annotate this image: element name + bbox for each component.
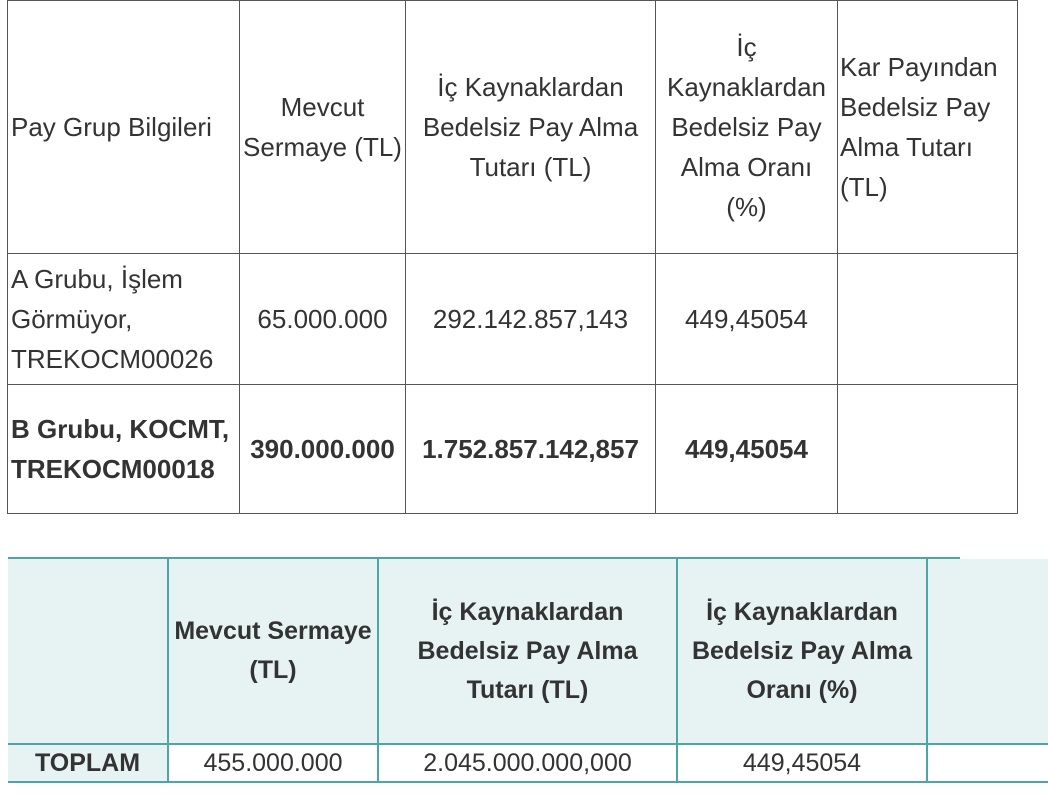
total-header-ic-kaynak-tutar: İç Kaynaklardan Bedelsiz Pay Alma Tutarı (TL) [378,559,677,744]
cell-capital: 65.000.000 [240,254,406,385]
cell-group: A Grubu, İşlem Görmüyor, TREKOCM00026 [8,254,240,385]
total-internal-rate: 449,45054 [677,744,927,782]
cell-internal-rate: 449,45054 [656,385,838,514]
cell-internal-amount: 292.142.857,143 [406,254,656,385]
header-mevcut-sermaye: Mevcut Sermaye (TL) [240,1,406,254]
total-row [8,744,1048,782]
cell-capital: 390.000.000 [240,385,406,514]
total-table [8,559,1048,783]
header-ic-kaynak-tutar: İç Kaynaklardan Bedelsiz Pay Alma Tutarı (TL) [406,1,656,254]
cell-internal-amount: 1.752.857.142,857 [406,385,656,514]
total-label: TOPLAM [8,744,168,782]
cell-dividend-amount [838,254,1018,385]
header-pay-grup: Pay Grup Bilgileri [8,1,240,254]
share-group-table [7,0,1018,514]
header-row [8,1,1018,254]
total-capital: 455.000.000 [168,744,378,782]
total-header-empty [8,559,168,744]
header-kar-payi-tutar: Kar Payından Bedelsiz Pay Alma Tutarı (TL) [838,1,1018,254]
cell-dividend-amount [838,385,1018,514]
table-row [8,385,1018,514]
total-header-kar-payi [927,559,1048,744]
cell-group: B Grubu, KOCMT, TREKOCM00018 [8,385,240,514]
total-header-ic-kaynak-oran: İç Kaynaklardan Bedelsiz Pay Alma Oranı (%) [677,559,927,744]
header-ic-kaynak-oran: İç Kaynaklardan Bedelsiz Pay Alma Oranı (%) [656,1,838,254]
total-header-mevcut-sermaye: Mevcut Sermaye (TL) [168,559,378,744]
table-row [8,254,1018,385]
total-header-row [8,559,1048,744]
total-internal-amount: 2.045.000.000,000 [378,744,677,782]
total-dividend-amount [927,744,1048,782]
cell-internal-rate: 449,45054 [656,254,838,385]
